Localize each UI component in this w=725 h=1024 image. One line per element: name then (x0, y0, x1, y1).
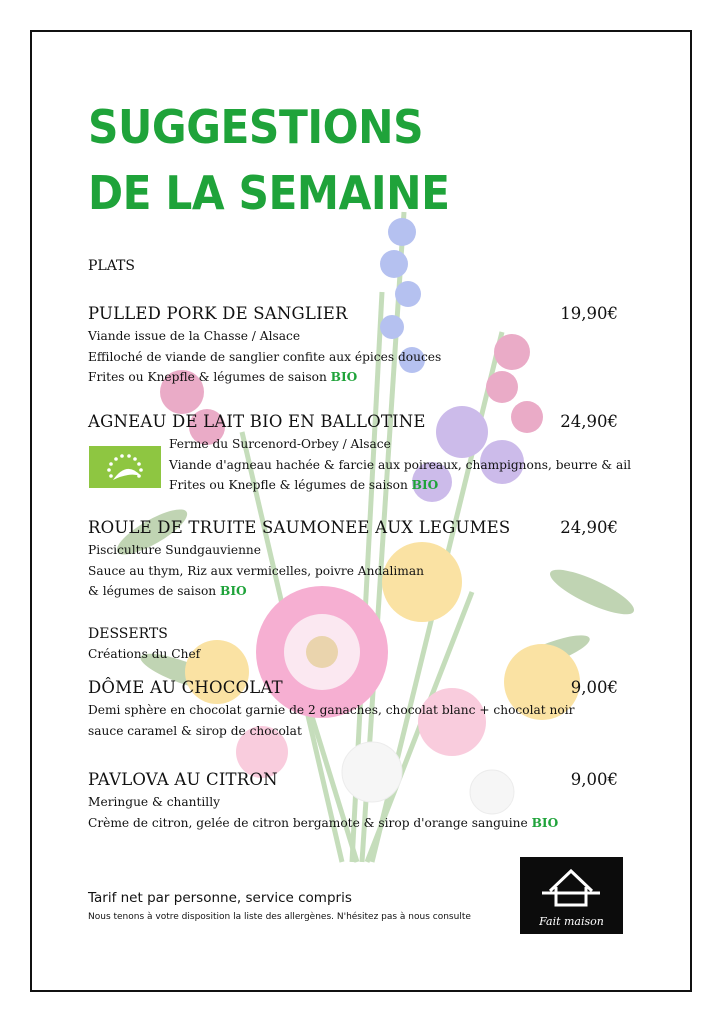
dish-price: 19,90€ (560, 304, 618, 323)
desserts-subheading: Créations du Chef (88, 647, 201, 661)
title-line-1: SUGGESTIONS (88, 100, 424, 154)
allergen-note: Nous tenons à votre disposition la liste des allergènes. N'hésitez pas à nous consulte (88, 912, 471, 922)
description-line: Frites ou Knepfle & légumes de saison BIO (88, 370, 358, 384)
dish-price: 9,00€ (570, 770, 618, 789)
dish-description (88, 792, 558, 833)
dish-description (169, 434, 631, 496)
title-line-2: DE LA SEMAINE (88, 166, 450, 220)
description-line: Meringue & chantilly (88, 795, 220, 809)
house-icon (538, 865, 604, 911)
description-line: Frites ou Knepfle & légumes de saison BIO (169, 478, 439, 492)
bio-badge: BIO (220, 584, 247, 598)
dish-description (88, 540, 424, 602)
fait-maison-logo (520, 857, 623, 934)
description-line: Pisciculture Sundgauvienne (88, 543, 261, 557)
description-line: Viande issue de la Chasse / Alsace (88, 329, 301, 343)
dish-name: PAVLOVA AU CITRON (88, 770, 278, 789)
dish-description (88, 326, 441, 388)
eu-organic-leaf-icon (89, 446, 161, 488)
dish-price: 9,00€ (570, 678, 618, 697)
dish-description (88, 700, 574, 741)
dish-price: 24,90€ (560, 518, 618, 537)
dish-name: ROULE DE TRUITE SAUMONEE AUX LEGUMES (88, 518, 511, 537)
dish-name: PULLED PORK DE SANGLIER (88, 304, 348, 323)
bio-badge: BIO (531, 815, 559, 830)
description-line: & légumes de saison BIO (88, 584, 247, 598)
description-line: Demi sphère en chocolat garnie de 2 ganaches, chocolat blanc + chocolat noir (88, 703, 575, 717)
description-line: Effiloché de viande de sanglier confite aux épices douces (88, 349, 442, 364)
fait-maison-label: Fait maison (539, 915, 604, 928)
dish-name: DÔME AU CHOCOLAT (88, 678, 283, 697)
desserts-heading: DESSERTS (88, 626, 168, 642)
menu-page (30, 30, 692, 992)
bio-badge: BIO (330, 370, 358, 384)
tarif-note: Tarif net par personne, service compris (88, 890, 352, 906)
page-title (88, 94, 450, 226)
description-line: Sauce au thym, Riz aux vermicelles, poivre Andaliman (88, 563, 424, 578)
plats-heading: PLATS (88, 258, 135, 274)
dish-price: 24,90€ (560, 412, 618, 431)
description-line: Crème de citron, gelée de citron bergamote & sirop d'orange sanguine BIO (88, 815, 559, 830)
description-line: Viande d'agneau hachée & farcie aux poireaux, champignons, beurre & ail (169, 457, 632, 472)
bio-badge: BIO (411, 478, 439, 492)
description-line: sauce caramel & sirop de chocolat (88, 723, 302, 738)
description-line: Ferme du Surcenord-Orbey / Alsace (169, 437, 391, 451)
dish-name: AGNEAU DE LAIT BIO EN BALLOTINE (88, 412, 426, 431)
